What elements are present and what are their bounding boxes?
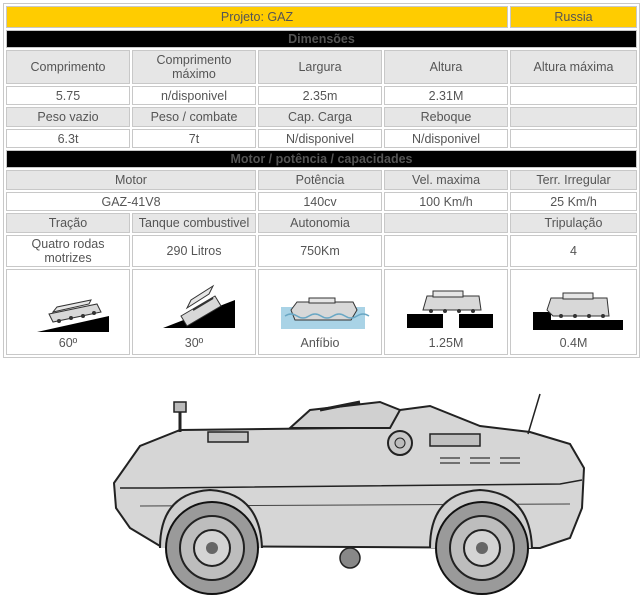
spec-sheet	[3, 3, 636, 358]
range-label: Autonomia	[258, 213, 382, 233]
front-wheel	[166, 502, 258, 594]
vehicle-side-illustration	[100, 388, 600, 603]
empty-weight-value: 6.3t	[6, 129, 130, 148]
height-label: Altura	[384, 50, 508, 84]
traction-labels-row	[6, 213, 637, 233]
dimensions-heading: Dimensões	[6, 30, 637, 48]
traction-value: Quatro rodas motrizes	[6, 235, 130, 267]
load-capacity-value: N/disponivel	[258, 129, 382, 148]
capability-amphibious	[258, 269, 382, 355]
height-value: 2.31M	[384, 86, 508, 105]
max-length-label: Comprimento máximo	[132, 50, 256, 84]
header-row	[6, 6, 637, 28]
country: Russia	[510, 6, 637, 28]
max-height-value	[510, 86, 637, 105]
width-label: Largura	[258, 50, 382, 84]
capability-slope	[6, 269, 130, 355]
motor-heading: Motor / potência / capacidades	[6, 150, 637, 168]
traction-blank-value	[384, 235, 508, 267]
capability-step	[510, 269, 637, 355]
capabilities-row	[6, 269, 637, 355]
length-label: Comprimento	[6, 50, 130, 84]
amphibious-caption: Anfíbio	[300, 336, 340, 350]
max-length-value: n/disponivel	[132, 86, 256, 105]
motor-values-row	[6, 192, 637, 211]
spec-table	[3, 3, 640, 358]
capability-trench	[384, 269, 508, 355]
weight-labels-row	[6, 107, 637, 127]
rear-wheel	[436, 502, 528, 594]
range-value: 750Km	[258, 235, 382, 267]
max-speed-value: 100 Km/h	[384, 192, 508, 211]
motor-label: Motor	[6, 170, 256, 190]
rough-terrain-label: Terr. Irregular	[510, 170, 637, 190]
traction-label: Tração	[6, 213, 130, 233]
weight-blank-value	[510, 129, 637, 148]
capability-side-slope	[132, 269, 256, 355]
width-value: 2.35m	[258, 86, 382, 105]
combat-weight-label: Peso / combate	[132, 107, 256, 127]
traction-blank-label	[384, 213, 508, 233]
trench-caption: 1.25M	[428, 336, 464, 350]
traction-values-row	[6, 235, 637, 267]
towing-label: Reboque	[384, 107, 508, 127]
max-height-label: Altura máxima	[510, 50, 637, 84]
crew-value: 4	[510, 235, 637, 267]
max-speed-label: Vel. maxima	[384, 170, 508, 190]
load-capacity-label: Cap. Carga	[258, 107, 382, 127]
weight-blank-label	[510, 107, 637, 127]
empty-weight-label: Peso vazio	[6, 107, 130, 127]
crew-label: Tripulação	[510, 213, 637, 233]
side-slope-caption: 30º	[184, 336, 204, 350]
power-value: 140cv	[258, 192, 382, 211]
slope-caption: 60º	[58, 336, 78, 350]
combat-weight-value: 7t	[132, 129, 256, 148]
weight-values-row	[6, 129, 637, 148]
motor-value: GAZ-41V8	[6, 192, 256, 211]
fuel-tank-label: Tanque combustivel	[132, 213, 256, 233]
fuel-tank-value: 290 Litros	[132, 235, 256, 267]
length-value: 5.75	[6, 86, 130, 105]
motor-labels-row	[6, 170, 637, 190]
dimensions-values-row	[6, 86, 637, 105]
project-name: Projeto: GAZ	[6, 6, 508, 28]
power-label: Potência	[258, 170, 382, 190]
dimensions-labels-row	[6, 50, 637, 84]
step-caption: 0.4M	[559, 336, 588, 350]
rough-terrain-value: 25 Km/h	[510, 192, 637, 211]
towing-value: N/disponivel	[384, 129, 508, 148]
